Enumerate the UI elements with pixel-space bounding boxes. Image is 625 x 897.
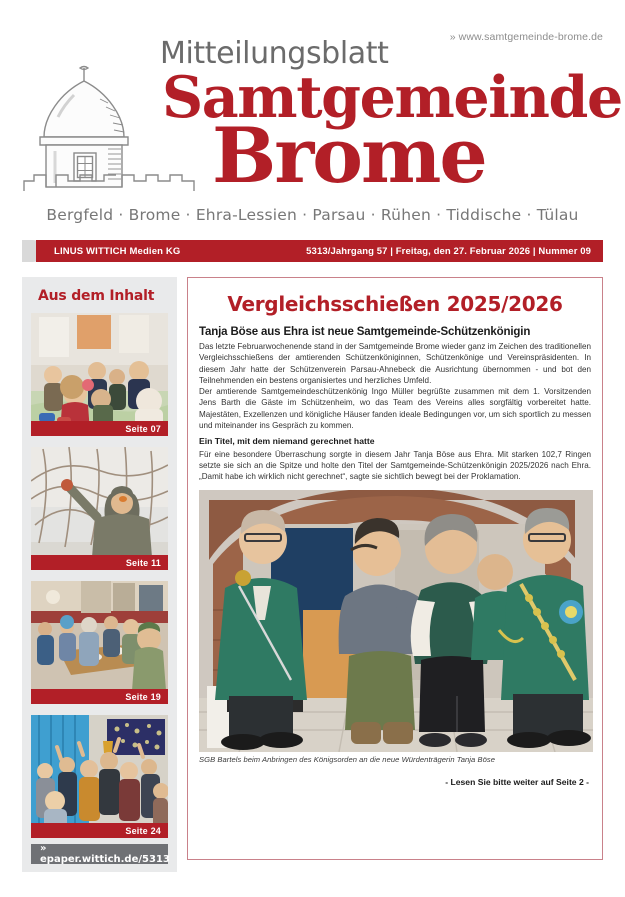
- list-item[interactable]: [31, 313, 168, 436]
- status-badge: Seite 11: [31, 555, 168, 570]
- website-url[interactable]: » www.samtgemeinde-brome.de: [449, 31, 603, 43]
- article-paragraph-1: Das letzte Februarwochenende stand in der Samtgemeinde Brome wieder ganz im Zeichen des traditionellen Vergleichsschießens der amtierenden Schützenköniginnen, Schützenkönige und Vereinspräsidenten. In diesem Jahr hatte der Schützenverein Parsau-Ahnebeck die Ausrichtung übernommen - und bot den Teilnehmenden ein bestens organisiertes und herzliches Umfeld.: [199, 342, 591, 385]
- main-article: [187, 277, 603, 860]
- epaper-link[interactable]: » epaper.wittich.de/5313: [31, 844, 168, 864]
- article-body: [199, 341, 591, 483]
- photo-caption: SGB Bartels beim Anbringen des Königsorden an die neue Würdenträgerin Tanja Böse: [199, 754, 495, 764]
- status-badge: Seite 19: [31, 689, 168, 704]
- status-badge: Seite 24: [31, 823, 168, 838]
- article-photo: [199, 490, 593, 752]
- man-pruning-branches-winter-photo: [31, 447, 168, 570]
- status-badge: Seite 07: [31, 421, 168, 436]
- seniors-gathering-at-tables-photo: [31, 581, 168, 704]
- sidebar-thumbnail-list: [22, 313, 177, 838]
- list-item[interactable]: [31, 581, 168, 704]
- contents-sidebar: [22, 277, 177, 872]
- article-paragraph-3: Für eine besondere Überraschung sorgte in diesem Jahr Tanja Böse aus Ehra. Mit starken 102,7 Ringen setzte sie sich an die Spitze und holte den Titel der Samtgemeinde-Schützenkönigin 2025/2026 nach Ehra. „Damit habe ich wirklich nicht gerechnet“, sagte sie sichtlich bewegt bei der Proklamation.: [199, 449, 591, 482]
- village-list: Bergfeld · Brome · Ehra-Lessien · Parsau · Rühen · Tiddische · Tülau: [46, 206, 579, 224]
- children-with-trophy-group-photo: [31, 715, 168, 838]
- masthead-title-line1: Samtgemeinde: [162, 64, 622, 131]
- continue-note: - Lesen Sie bitte weiter auf Seite 2 -: [445, 776, 589, 787]
- award-ceremony-shooting-club-photo: [199, 490, 593, 752]
- article-paragraph-2: Der amtierende Samtgemeindeschützenkönig Ingo Müller begrüßte zusammen mit dem 1. Vorsitzenden Jens Barth die Gäste im Schützenheim, wo das Team des Vereins alles sorgfältig vorbereitet hatte. Majestäten, Exzellenzen und königliche Häuser fanden ideale Bedingungen vor, um sich sportlich zu messen und miteinander ins Gespräch zu kommen.: [199, 387, 591, 430]
- kindergarten-children-carnival-photo: [31, 313, 168, 436]
- list-item[interactable]: [31, 715, 168, 838]
- list-item[interactable]: [31, 447, 168, 570]
- masthead-title-line2: Brome: [212, 111, 486, 200]
- page-title: Vergleichsschießen 2025/2026: [227, 292, 563, 316]
- issue-details: 5313/Jahrgang 57 | Freitag, den 27. Februar 2026 | Nummer 09: [306, 245, 591, 257]
- issue-info-bar: [0, 240, 625, 262]
- infobar-content: [36, 240, 603, 262]
- sidebar-title: Aus dem Inhalt: [38, 288, 155, 304]
- article-subheading: Ein Titel, mit dem niemand gerechnet hatte: [199, 436, 375, 446]
- article-subtitle: Tanja Böse aus Ehra ist neue Samtgemeinde-Schützenkönigin: [199, 326, 531, 338]
- masthead: [0, 0, 625, 236]
- brome-tower-logo-icon: [22, 55, 202, 195]
- publisher-name: LINUS WITTICH Medien KG: [54, 245, 181, 257]
- masthead-kicker: Mitteilungsblatt: [160, 36, 389, 71]
